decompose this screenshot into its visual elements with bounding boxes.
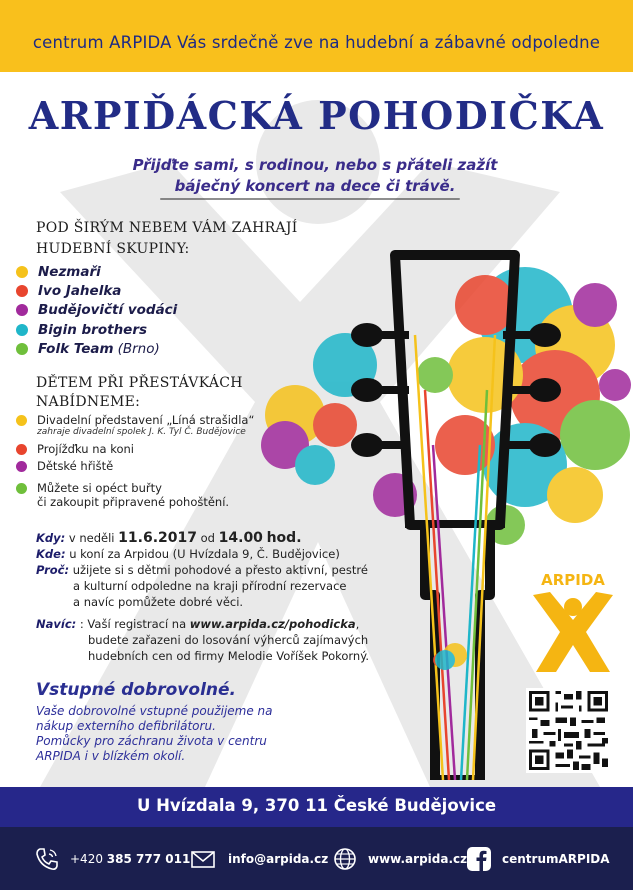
bullet-dot: [16, 266, 28, 278]
header-tagline: centrum ARPIDA Vás srdečně zve na hudební a zábavné odpoledne: [32, 33, 601, 52]
band-origin: (Brno): [117, 341, 160, 358]
contact-band: [0, 827, 633, 890]
logo-text: ARPIDA: [541, 571, 605, 589]
kids-heading-1: DĚTEM PŘI PŘESTÁVKÁCH: [36, 375, 243, 391]
why-label: Proč:: [36, 563, 70, 577]
phone-prefix: +420: [70, 852, 103, 866]
bonus-line-2: budete zařazeni do losování výherců zajímavých: [88, 633, 369, 647]
kids-item-sub: zahraje divadelní spolek J. K. Tyl Č. Budějovice: [37, 427, 246, 437]
bonus-line-3: hudebních cen od firmy Melodie Voříšek Pokorný.: [88, 649, 370, 663]
bullet-dot: [16, 324, 28, 336]
bands-list: [16, 262, 276, 359]
admission-title: Vstupné dobrovolné.: [36, 680, 236, 700]
bullet-dot: [16, 304, 28, 316]
bullet-dot: [16, 483, 27, 494]
qr-code[interactable]: [526, 688, 611, 773]
band-item: [16, 281, 276, 300]
bonus-label: Navíc:: [36, 617, 77, 631]
where-text: u koní za Arpidou (U Hvízdala 9, Č. Budějovice): [69, 547, 340, 561]
header-band: [0, 0, 633, 72]
kids-item-text-2: či zakoupit připravené pohoštění.: [37, 495, 230, 509]
why-line-3: a navíc pomůžete dobré věci.: [73, 595, 244, 609]
envelope-icon: [188, 846, 218, 872]
phone-number: 385 777 011: [106, 852, 191, 866]
bonus-url[interactable]: www.arpida.cz/pohodicka: [189, 617, 356, 631]
band-name: Ivo Jahelka: [38, 283, 122, 300]
bullet-dot: [16, 415, 27, 426]
email-text: info@arpida.cz: [228, 852, 329, 866]
band-name: Bigin brothers: [38, 321, 148, 338]
web-text: www.arpida.cz: [368, 852, 468, 866]
bullet-dot: [16, 285, 28, 297]
bonus-pre: : Vaší registrací na: [79, 617, 187, 631]
where-label: Kde:: [36, 547, 66, 561]
when-pre: v neděli: [68, 531, 115, 545]
band-item: [16, 340, 276, 359]
bullet-dot: [16, 444, 27, 455]
admission-line-4: ARPIDA i v blízkém okolí.: [36, 749, 186, 763]
poster-subtitle: [90, 155, 540, 197]
band-item: [16, 320, 276, 339]
facebook-contact[interactable]: [466, 846, 610, 872]
arpida-logo: [528, 570, 618, 675]
subtitle-line-2: báječný koncert na dece či trávě.: [174, 177, 456, 195]
subtitle-line-1: Přijďte sami, s rodinou, nebo s přáteli zažít: [132, 156, 498, 174]
address-band: [0, 787, 633, 827]
band-name: Budějovičtí vodáci: [38, 302, 178, 319]
subtitle-underline: [160, 198, 460, 200]
poster-title: ARPIĎÁCKÁ POHODIČKA: [28, 93, 605, 138]
web-contact[interactable]: [332, 846, 467, 872]
band-name: Nezmaři: [38, 263, 101, 280]
why-line-2: a kulturní odpoledne na kraji přírodní rezervace: [73, 579, 347, 593]
band-item: [16, 262, 276, 281]
phone-contact[interactable]: [34, 846, 190, 872]
facebook-icon: [466, 846, 492, 872]
when-label: Kdy:: [36, 531, 66, 545]
phone-icon: [34, 846, 60, 872]
why-line-1: užijete si s dětmi pohodové a přesto aktivní, pestré: [72, 563, 368, 577]
kids-item-text: Dětské hřiště: [37, 459, 114, 473]
when-suffix: hod.: [266, 530, 302, 546]
kids-item-text: Divadelní představení „Líná strašidla“: [37, 413, 255, 427]
kids-item-text: Můžete si opéct buřty: [37, 481, 162, 495]
bonus-post: ,: [355, 617, 360, 631]
globe-icon: [332, 846, 358, 872]
bands-heading-2: HUDEBNÍ SKUPINY:: [36, 241, 190, 257]
email-contact[interactable]: [188, 846, 328, 872]
band-name: Folk Team: [38, 341, 114, 358]
band-item: [16, 301, 276, 320]
bullet-dot: [16, 461, 27, 472]
admission-line-3: Pomůcky pro záchranu života v centru: [36, 734, 267, 748]
when-time: 14.00: [218, 530, 263, 546]
kids-item-text: Projížďku na koni: [37, 442, 134, 456]
admission-line-1: Vaše dobrovolné vstupné použijeme na: [36, 704, 273, 718]
facebook-text: centrumARPIDA: [502, 852, 610, 866]
when-mid: od: [200, 531, 215, 545]
bullet-dot: [16, 343, 28, 355]
bands-heading-1: POD ŠIRÝM NEBEM VÁM ZAHRAJÍ: [36, 220, 298, 236]
admission-line-2: nákup externího defibrilátoru.: [36, 719, 216, 733]
when-date: 11.6.2017: [118, 530, 197, 546]
kids-heading-2: NABÍDNEME:: [36, 394, 141, 410]
address-text: U Hvízdala 9, 370 11 České Budějovice: [136, 796, 497, 815]
